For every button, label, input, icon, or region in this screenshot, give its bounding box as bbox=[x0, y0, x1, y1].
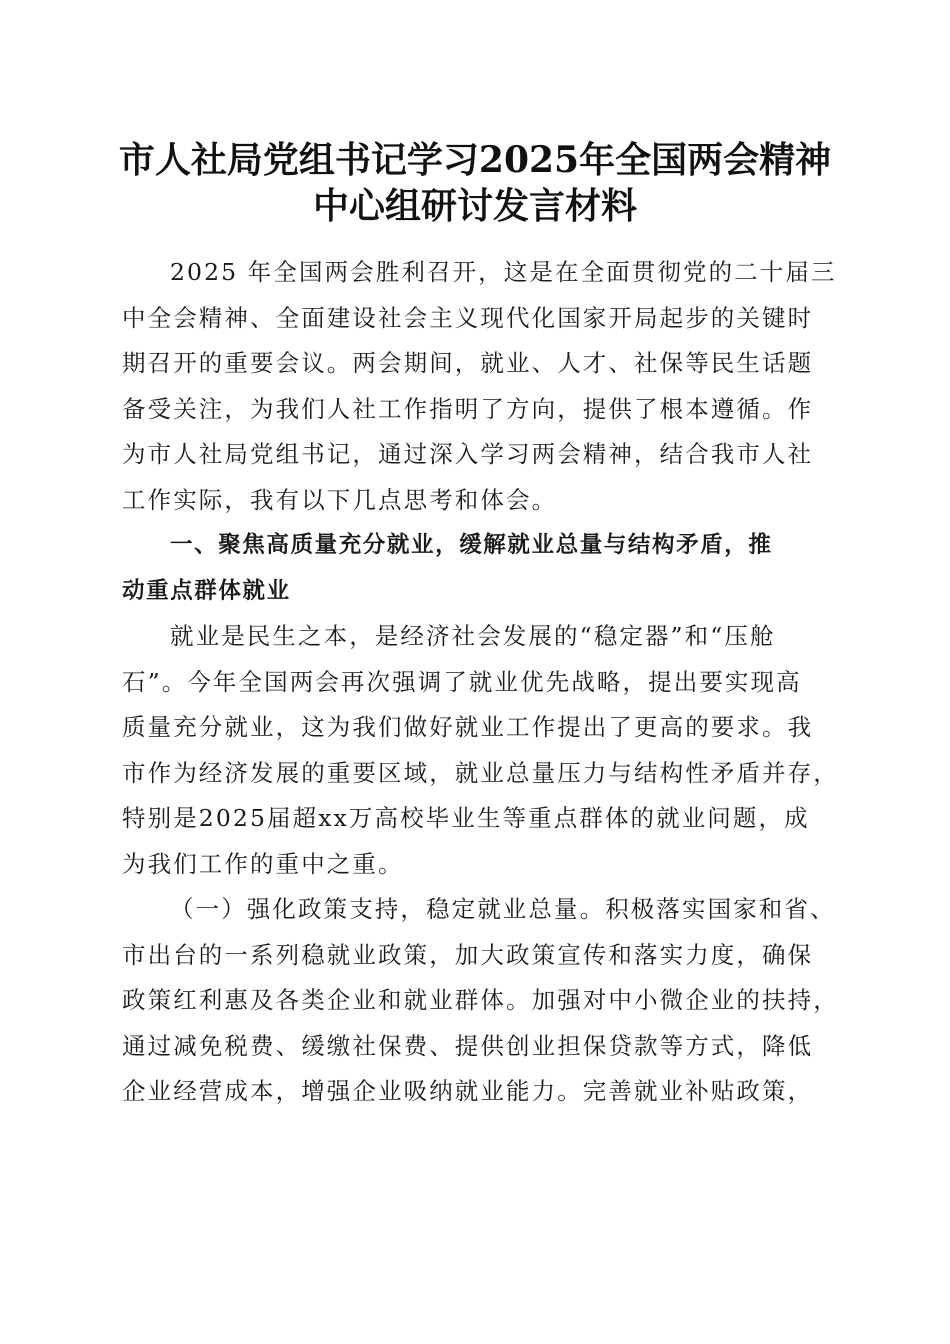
text-line: 中全会精神、全面建设社会主义现代化国家开局起步的关键时 bbox=[122, 303, 814, 332]
text-line: 就业是民生之本，是经济社会发展的“稳定器”和“压舱 bbox=[170, 622, 776, 650]
document-title-line-2: 中心组研讨发言材料 bbox=[312, 185, 637, 227]
text-line: 为市人社局党组书记，通过深入学习两会精神，结合我市人社 bbox=[122, 440, 814, 468]
text-line: 为我们工作的重中之重。 bbox=[122, 849, 404, 878]
text-line: 市出台的一系列稳就业政策，加大政策宣传和落实力度，确保 bbox=[122, 940, 814, 969]
text-line: 工作实际，我有以下几点思考和体会。 bbox=[122, 485, 558, 514]
text-line: 政策红利惠及各类企业和就业群体。加强对中小微企业的扶持， bbox=[122, 986, 839, 1014]
text-line: 2025 年全国两会胜利召开，这是在全面贯彻党的二十届三 bbox=[170, 258, 837, 286]
section-heading-1 bbox=[122, 523, 834, 614]
text-line: 质量充分就业，这为我们做好就业工作提出了更高的要求。我 bbox=[122, 713, 814, 741]
text-line: 期召开的重要会议。两会期间，就业、人才、社保等民生话题 bbox=[122, 349, 814, 377]
heading-line: 一、聚焦高质量充分就业，缓解就业总量与结构矛盾，推 bbox=[170, 532, 773, 558]
text-line: 备受关注，为我们人社工作指明了方向，提供了根本遵循。作 bbox=[122, 394, 814, 423]
paragraph-intro bbox=[122, 250, 837, 523]
document-body bbox=[122, 250, 839, 1115]
heading-line: 动重点群体就业 bbox=[122, 577, 291, 604]
text-line: （一）强化政策支持，稳定就业总量。积极落实国家和省、 bbox=[170, 895, 836, 923]
text-line: 特别是2025届超xx万高校毕业生等重点群体的就业问题，成 bbox=[122, 804, 810, 832]
text-line: 企业经营成本，增强企业吸纳就业能力。完善就业补贴政策， bbox=[122, 1077, 814, 1105]
text-line: 石”。今年全国两会再次强调了就业优先战略，提出要实现高 bbox=[122, 667, 802, 696]
paragraph-policy-support bbox=[122, 887, 839, 1115]
paragraph-employment bbox=[122, 614, 839, 887]
document-title-line-1: 市人社局党组书记学习2025年全国两会精神 bbox=[118, 139, 832, 181]
text-line: 市作为经济发展的重要区域，就业总量压力与结构性矛盾并存， bbox=[122, 758, 839, 787]
text-line: 通过减免税费、缓缴社保费、提供创业担保贷款等方式，降低 bbox=[122, 1031, 814, 1060]
